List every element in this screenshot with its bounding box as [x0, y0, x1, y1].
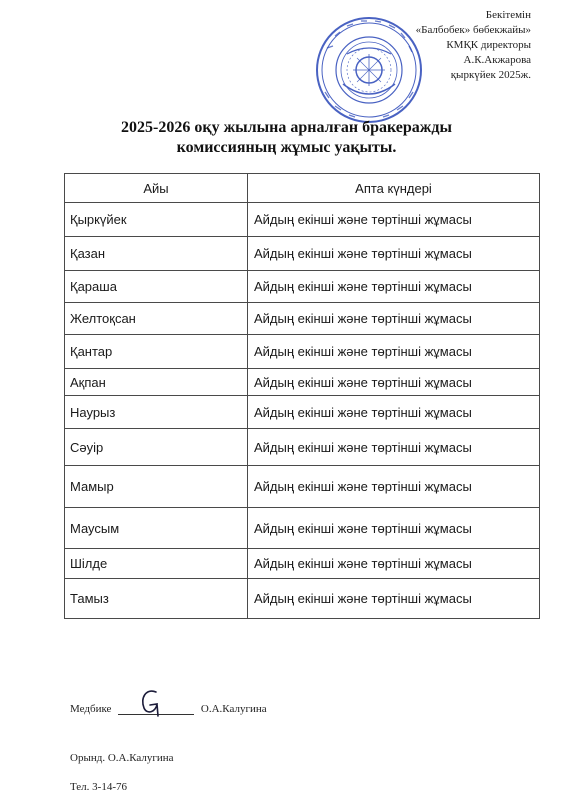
- month-cell: Наурыз: [65, 396, 248, 429]
- weekdays-cell: Айдың екінші және төртінші жұмасы: [248, 203, 540, 237]
- table-row: [65, 579, 540, 619]
- approval-block: [416, 8, 531, 83]
- handwritten-signature: [136, 686, 166, 718]
- approval-line-4: А.К.Акжарова: [463, 54, 531, 66]
- weekdays-cell: Айдың екінші және төртінші жұмасы: [248, 508, 540, 549]
- table-header-row: [65, 174, 540, 203]
- month-cell: Маусым: [65, 508, 248, 549]
- nurse-signature-line: [70, 700, 267, 715]
- weekdays-cell: Айдың екінші және төртінші жұмасы: [248, 303, 540, 335]
- title-line-1: 2025-2026 оқу жылына арналған бракеражды: [121, 119, 452, 136]
- month-cell: Қазан: [65, 237, 248, 271]
- approval-line-1: Бекітемін: [485, 9, 531, 21]
- weekdays-cell: Айдың екінші және төртінші жұмасы: [248, 549, 540, 579]
- table-row: [65, 396, 540, 429]
- weekdays-cell: Айдың екінші және төртінші жұмасы: [248, 271, 540, 303]
- approval-line-5: қыркүйек 2025ж.: [450, 69, 531, 81]
- weekdays-cell: Айдың екінші және төртінші жұмасы: [248, 335, 540, 369]
- month-cell: Желтоқсан: [65, 303, 248, 335]
- title-line-2: комиссияның жұмыс уақыты.: [176, 139, 397, 156]
- weekdays-cell: Айдың екінші және төртінші жұмасы: [248, 466, 540, 508]
- weekdays-cell: Айдың екінші және төртінші жұмасы: [248, 396, 540, 429]
- table-row: [65, 466, 540, 508]
- weekdays-cell: Айдың екінші және төртінші жұмасы: [248, 429, 540, 466]
- month-cell: Қыркүйек: [65, 203, 248, 237]
- table-row: [65, 369, 540, 396]
- table-row: [65, 203, 540, 237]
- schedule-table: [64, 173, 540, 619]
- month-cell: Қараша: [65, 271, 248, 303]
- month-cell: Ақпан: [65, 369, 248, 396]
- month-cell: Мамыр: [65, 466, 248, 508]
- month-cell: Тамыз: [65, 579, 248, 619]
- signature-role: Медбике: [70, 703, 112, 715]
- month-cell: Қантар: [65, 335, 248, 369]
- month-cell: Сәуір: [65, 429, 248, 466]
- approval-line-2: «Балбобек» бөбекжайы»: [415, 24, 531, 36]
- document-title: [0, 118, 573, 158]
- executor-label: Орынд. О.А.Калугина: [70, 752, 174, 764]
- official-seal-stamp: [313, 14, 425, 126]
- approval-line-3: КМҚК директоры: [446, 39, 531, 51]
- table-row: [65, 271, 540, 303]
- weekdays-cell: Айдың екінші және төртінші жұмасы: [248, 579, 540, 619]
- table-row: [65, 549, 540, 579]
- table-row: [65, 303, 540, 335]
- weekdays-cell: Айдың екінші және төртінші жұмасы: [248, 369, 540, 396]
- phone-label: Тел. 3-14-76: [70, 781, 127, 793]
- table-row: [65, 237, 540, 271]
- table-row: [65, 335, 540, 369]
- column-header-weekdays: Апта күндері: [248, 174, 540, 203]
- table-row: [65, 508, 540, 549]
- signature-blank: [118, 700, 194, 715]
- signature-name: О.А.Калугина: [200, 703, 267, 715]
- weekdays-cell: Айдың екінші және төртінші жұмасы: [248, 237, 540, 271]
- column-header-month: Айы: [65, 174, 248, 203]
- table-row: [65, 429, 540, 466]
- month-cell: Шілде: [65, 549, 248, 579]
